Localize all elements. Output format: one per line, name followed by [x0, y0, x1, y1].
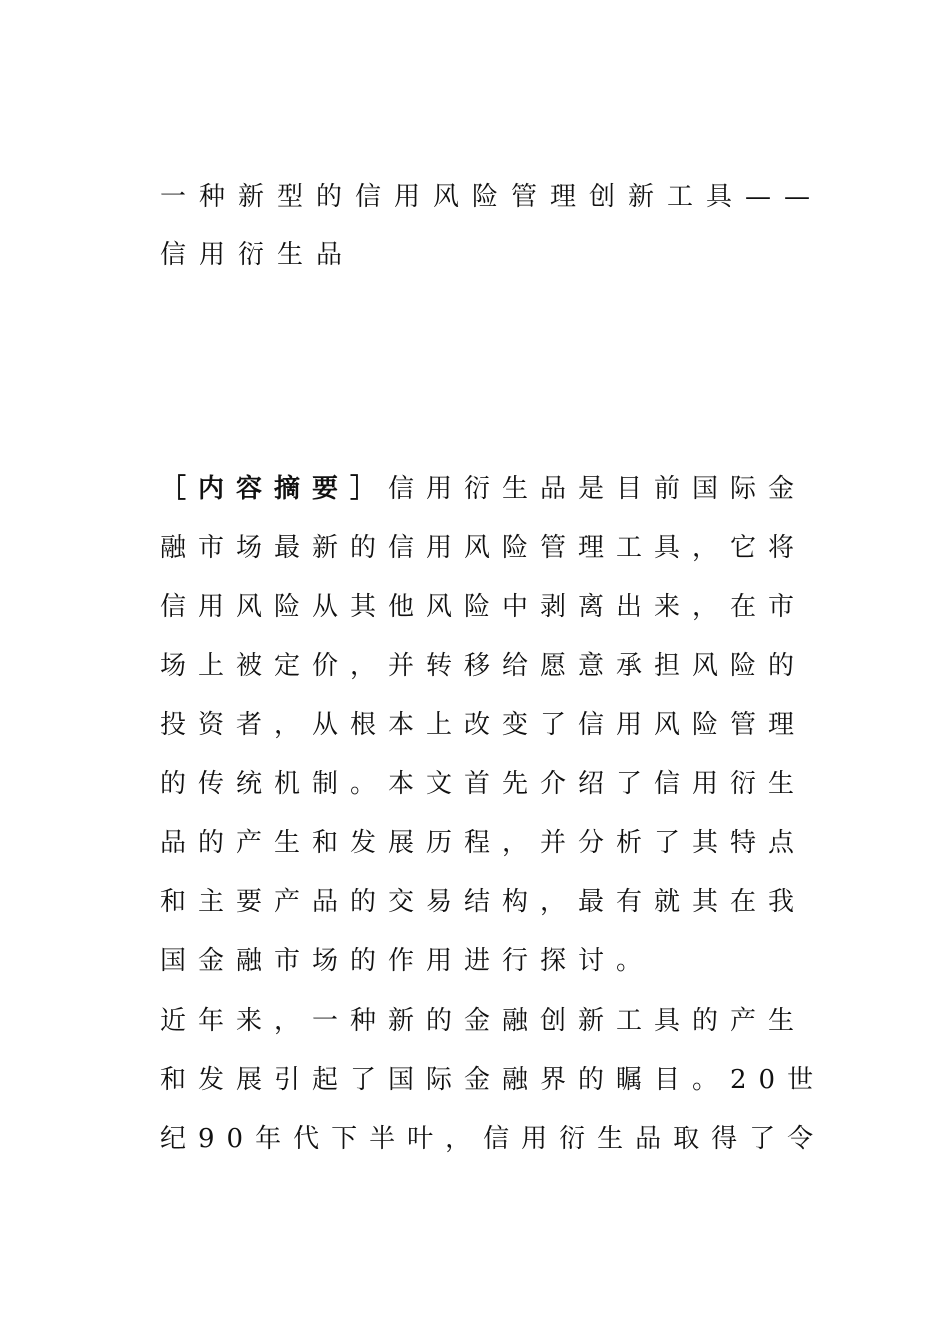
abstract-line-3: 信用风险从其他风险中剥离出来，在市 — [160, 592, 807, 622]
abstract-line-7: 品的产生和发展历程，并分析了其特点 — [160, 828, 807, 858]
abstract-first-line-text: 信用衍生品是目前国际金 — [388, 474, 807, 504]
body-line-1: 近年来，一种新的金融创新工具的产生 — [160, 1006, 807, 1036]
body-paragraph — [160, 992, 826, 1169]
abstract-label: ［内容摘要］ — [160, 474, 389, 504]
abstract-line-1 — [160, 460, 810, 519]
abstract-line-8: 和主要产品的交易结构，最有就其在我 — [160, 887, 807, 917]
abstract-line-6: 的传统机制。本文首先介绍了信用衍生 — [160, 769, 807, 799]
abstract-line-9: 国金融市场的作用进行探讨。 — [160, 946, 655, 976]
title-line-1: 一种新型的信用风险管理创新工具—— — [160, 182, 824, 212]
abstract-section — [160, 460, 810, 991]
title-line-2: 信用衍生品 — [160, 240, 356, 270]
abstract-line-2: 融市场最新的信用风险管理工具，它将 — [160, 533, 807, 563]
abstract-line-4: 场上被定价，并转移给愿意承担风险的 — [160, 651, 807, 681]
body-line-2: 和发展引起了国际金融界的瞩目。20世 — [160, 1065, 826, 1095]
abstract-line-5: 投资者，从根本上改变了信用风险管理 — [160, 710, 807, 740]
body-line-3: 纪90年代下半叶，信用衍生品取得了令 — [160, 1124, 826, 1154]
document-title — [160, 168, 824, 284]
